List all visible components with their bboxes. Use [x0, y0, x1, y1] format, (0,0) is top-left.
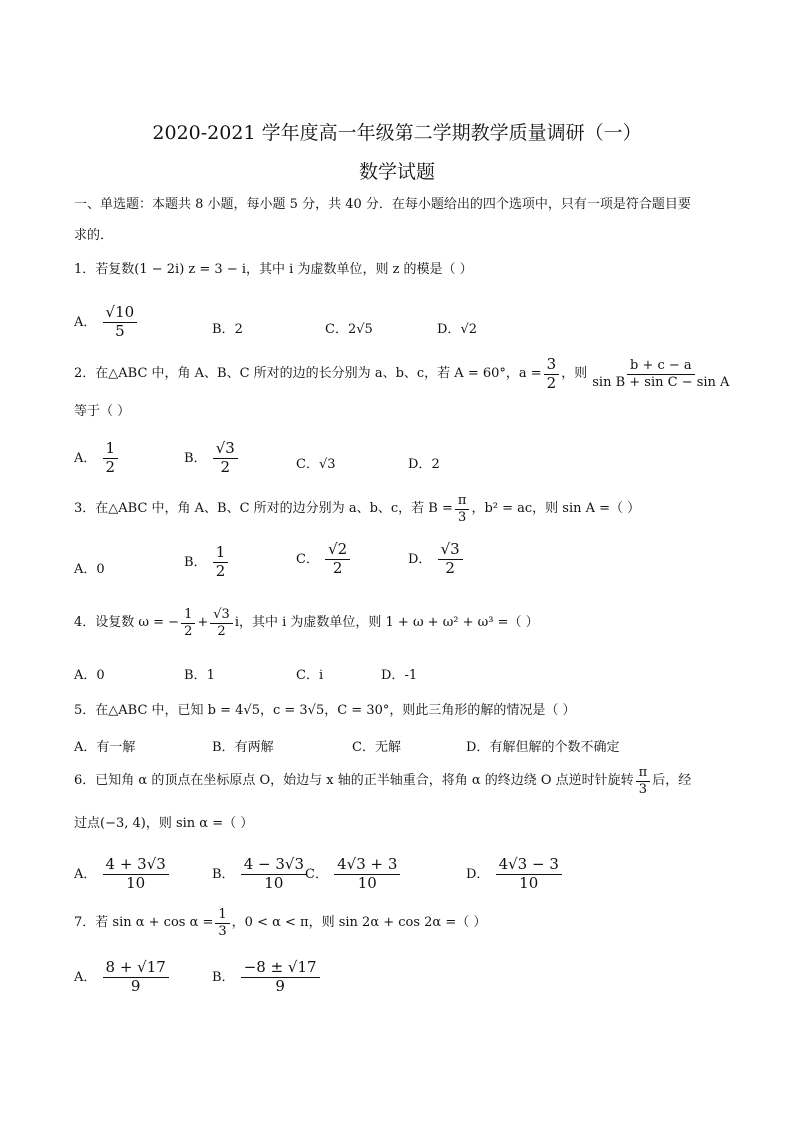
q3-prefix: 3．在△ABC 中，角 A、B、C 所对的边分别为 a、b、c，若 B =	[74, 501, 453, 517]
numerator: 1	[103, 441, 119, 459]
q1-option-a[interactable]	[74, 305, 139, 340]
option-label: C．	[296, 551, 319, 567]
option-label: B．	[212, 740, 235, 755]
option-value: 有一解	[96, 740, 136, 755]
option-label: A．	[74, 314, 97, 330]
fraction	[103, 441, 119, 476]
option-value: √2	[460, 322, 477, 337]
option-label: C．	[325, 322, 348, 337]
denominator: 2	[332, 558, 343, 577]
fraction	[544, 357, 560, 392]
section-heading-line2: 求的．	[74, 228, 114, 243]
q4-option-c[interactable]	[296, 664, 323, 683]
numerator: 1	[215, 908, 229, 924]
question-2	[74, 357, 734, 392]
question-1	[74, 261, 473, 279]
denominator: 9	[130, 976, 141, 995]
option-label: B．	[212, 322, 235, 337]
denominator: 3	[638, 781, 648, 797]
option-label: C．	[296, 668, 319, 683]
question-7	[74, 908, 486, 938]
option-label: D．	[381, 668, 405, 683]
denominator: 10	[126, 873, 146, 892]
numerator: 4√3 + 3	[334, 857, 400, 875]
q2-option-d[interactable]	[408, 453, 440, 472]
option-label: A．	[74, 969, 97, 985]
q7-option-b[interactable]	[212, 960, 322, 995]
q3-mid: ，b² = ac，则 sin A =（ ）	[471, 501, 641, 517]
option-label: B．	[184, 554, 207, 570]
option-label: D．	[437, 322, 461, 337]
denominator: 10	[519, 873, 539, 892]
denominator: 2	[105, 457, 116, 476]
numerator: 1	[213, 545, 229, 563]
fraction	[213, 441, 238, 476]
q4-option-d[interactable]	[381, 664, 417, 683]
q5-option-c[interactable]	[352, 736, 401, 755]
fraction	[103, 305, 138, 340]
q1-prefix: 1．若复数	[74, 262, 135, 277]
numerator: √3	[438, 542, 463, 560]
option-label: C．	[352, 740, 375, 755]
fraction	[455, 494, 470, 524]
numerator: 4 + 3√3	[103, 857, 169, 875]
numerator: π	[636, 766, 651, 782]
option-value: 2	[431, 457, 440, 472]
fraction	[103, 960, 169, 995]
denominator: 9	[275, 976, 285, 995]
q6-prefix: 6．已知角 α 的顶点在坐标原点 O，始边与 x 轴的正半轴重合，将角 α 的终边绕 O 点逆时针旋转	[74, 773, 634, 789]
q3-option-c[interactable]	[296, 542, 352, 577]
q2-option-c[interactable]	[296, 453, 336, 472]
q4-suffix: i，其中 i 为虚数单位，则 1 + ω + ω² + ω³ =（ ）	[234, 615, 539, 631]
fraction	[325, 542, 350, 577]
denominator: 2	[217, 623, 226, 639]
q2-option-b[interactable]	[184, 441, 240, 476]
option-label: A．	[74, 450, 97, 466]
q7-prefix: 7．若 sin α + cos α =	[74, 915, 214, 931]
q2-option-a[interactable]	[74, 441, 120, 476]
q4-option-b[interactable]	[184, 664, 215, 683]
q4-prefix: 4．设复数 ω = −	[74, 615, 180, 631]
option-label: D．	[466, 866, 490, 882]
q7-suffix: ，0 < α < π，则 sin 2α + cos 2α =（ ）	[231, 915, 487, 931]
q6-option-c[interactable]	[305, 857, 402, 892]
option-value: 有解但解的个数不确定	[489, 740, 620, 755]
q2-prefix: 2．在△ABC 中，角 A、B、C 所对的边的长分别为 a、b、c，若 A = 60°，	[74, 366, 519, 382]
q3-option-a[interactable]	[74, 558, 105, 577]
option-label: B．	[212, 969, 235, 985]
denominator: 2	[215, 561, 226, 580]
option-value: 2√5	[347, 322, 373, 337]
q5-option-d[interactable]	[466, 736, 619, 755]
option-label: C．	[305, 866, 328, 882]
q6-option-a[interactable]	[74, 857, 171, 892]
denominator: 5	[115, 321, 125, 340]
denominator: 10	[357, 873, 377, 892]
option-label: D．	[408, 551, 432, 567]
denominator: 10	[264, 873, 284, 892]
q2-a-eq: a =	[518, 366, 542, 382]
denominator: 2	[546, 373, 557, 392]
denominator: 3	[458, 509, 467, 525]
numerator: b + c − a	[627, 359, 695, 375]
q1-option-c[interactable]	[325, 318, 373, 337]
q3-option-b[interactable]	[184, 545, 230, 580]
denominator: 2	[445, 558, 455, 577]
option-label: A．	[74, 668, 97, 683]
q5-option-a[interactable]	[74, 736, 135, 755]
numerator: 3	[544, 357, 560, 375]
fraction	[589, 359, 732, 389]
numerator: √10	[103, 305, 138, 323]
q6-after: 后，经	[652, 773, 692, 789]
section-heading-line1: 一、单选题：本题共 8 小题，每小题 5 分，共 40 分．在每小题给出的四个选项中，只有一项是符合题目要	[74, 197, 691, 212]
question-4	[74, 608, 539, 638]
q6-option-d[interactable]	[466, 857, 564, 892]
question-3	[74, 494, 640, 524]
q1-expression: (1 − 2i) z = 3 − i	[134, 262, 247, 277]
q2-line2: 等于（ ）	[74, 404, 131, 419]
fraction	[334, 857, 400, 892]
question-6	[74, 766, 691, 796]
option-label: B．	[184, 450, 207, 466]
option-label: D．	[408, 457, 432, 472]
q6-line2: 过点(−3, 4)，则 sin α =（ ）	[74, 816, 254, 831]
q1-suffix: ，其中 i 为虚数单位，则 z 的模是（ ）	[246, 262, 473, 277]
option-label: A．	[74, 740, 97, 755]
option-label: A．	[74, 866, 97, 882]
option-value: 0	[96, 668, 105, 683]
option-label: D．	[466, 740, 490, 755]
option-label: B．	[212, 866, 235, 882]
option-value: √3	[318, 457, 336, 472]
fraction	[181, 608, 195, 638]
numerator: 8 + √17	[103, 960, 169, 978]
option-value: 无解	[374, 740, 401, 755]
numerator: √3	[210, 608, 233, 624]
denominator: sin B + sin C − sin A	[592, 374, 730, 390]
q5-option-b[interactable]	[212, 736, 274, 755]
option-value: 0	[96, 562, 105, 577]
numerator: 1	[181, 608, 195, 624]
fraction	[496, 857, 562, 892]
page-title: 2020-2021 学年度高一年级第二学期教学质量调研（一）	[152, 122, 642, 144]
option-label: B．	[184, 668, 207, 683]
option-value: -1	[404, 668, 418, 683]
q6-option-b[interactable]	[212, 857, 309, 892]
q4-option-a[interactable]	[74, 664, 105, 683]
fraction	[241, 857, 307, 892]
fraction	[215, 908, 229, 938]
option-value: i	[318, 668, 324, 683]
numerator: π	[455, 494, 470, 510]
q1-option-d[interactable]	[437, 318, 477, 337]
denominator: 3	[218, 923, 227, 939]
question-5: 5．在△ABC 中，已知 b = 4√5，c = 3√5，C = 30°，则此三角形的解的情况是（ ）	[74, 703, 576, 718]
denominator: 2	[184, 623, 193, 639]
option-label: C．	[296, 457, 319, 472]
fraction	[103, 857, 169, 892]
numerator: √2	[325, 542, 350, 560]
fraction	[438, 542, 463, 577]
q1-option-b[interactable]	[212, 318, 243, 337]
numerator: 4√3 − 3	[496, 857, 562, 875]
fraction	[241, 960, 320, 995]
q4-plus: +	[197, 615, 209, 631]
fraction	[210, 608, 233, 638]
option-value: 1	[206, 668, 215, 683]
numerator: √3	[213, 441, 238, 459]
fraction	[213, 545, 229, 580]
option-value: 有两解	[234, 740, 274, 755]
q7-option-a[interactable]	[74, 960, 171, 995]
option-value: 2	[234, 322, 243, 337]
numerator: 4 − 3√3	[241, 857, 307, 875]
option-label: A．	[74, 562, 97, 577]
numerator: −8 ± √17	[241, 960, 320, 978]
denominator: 2	[220, 457, 231, 476]
q2-then: ，则	[561, 366, 588, 382]
fraction	[636, 766, 651, 796]
page-subtitle: 数学试题	[358, 161, 435, 183]
q3-option-d[interactable]	[408, 542, 465, 577]
